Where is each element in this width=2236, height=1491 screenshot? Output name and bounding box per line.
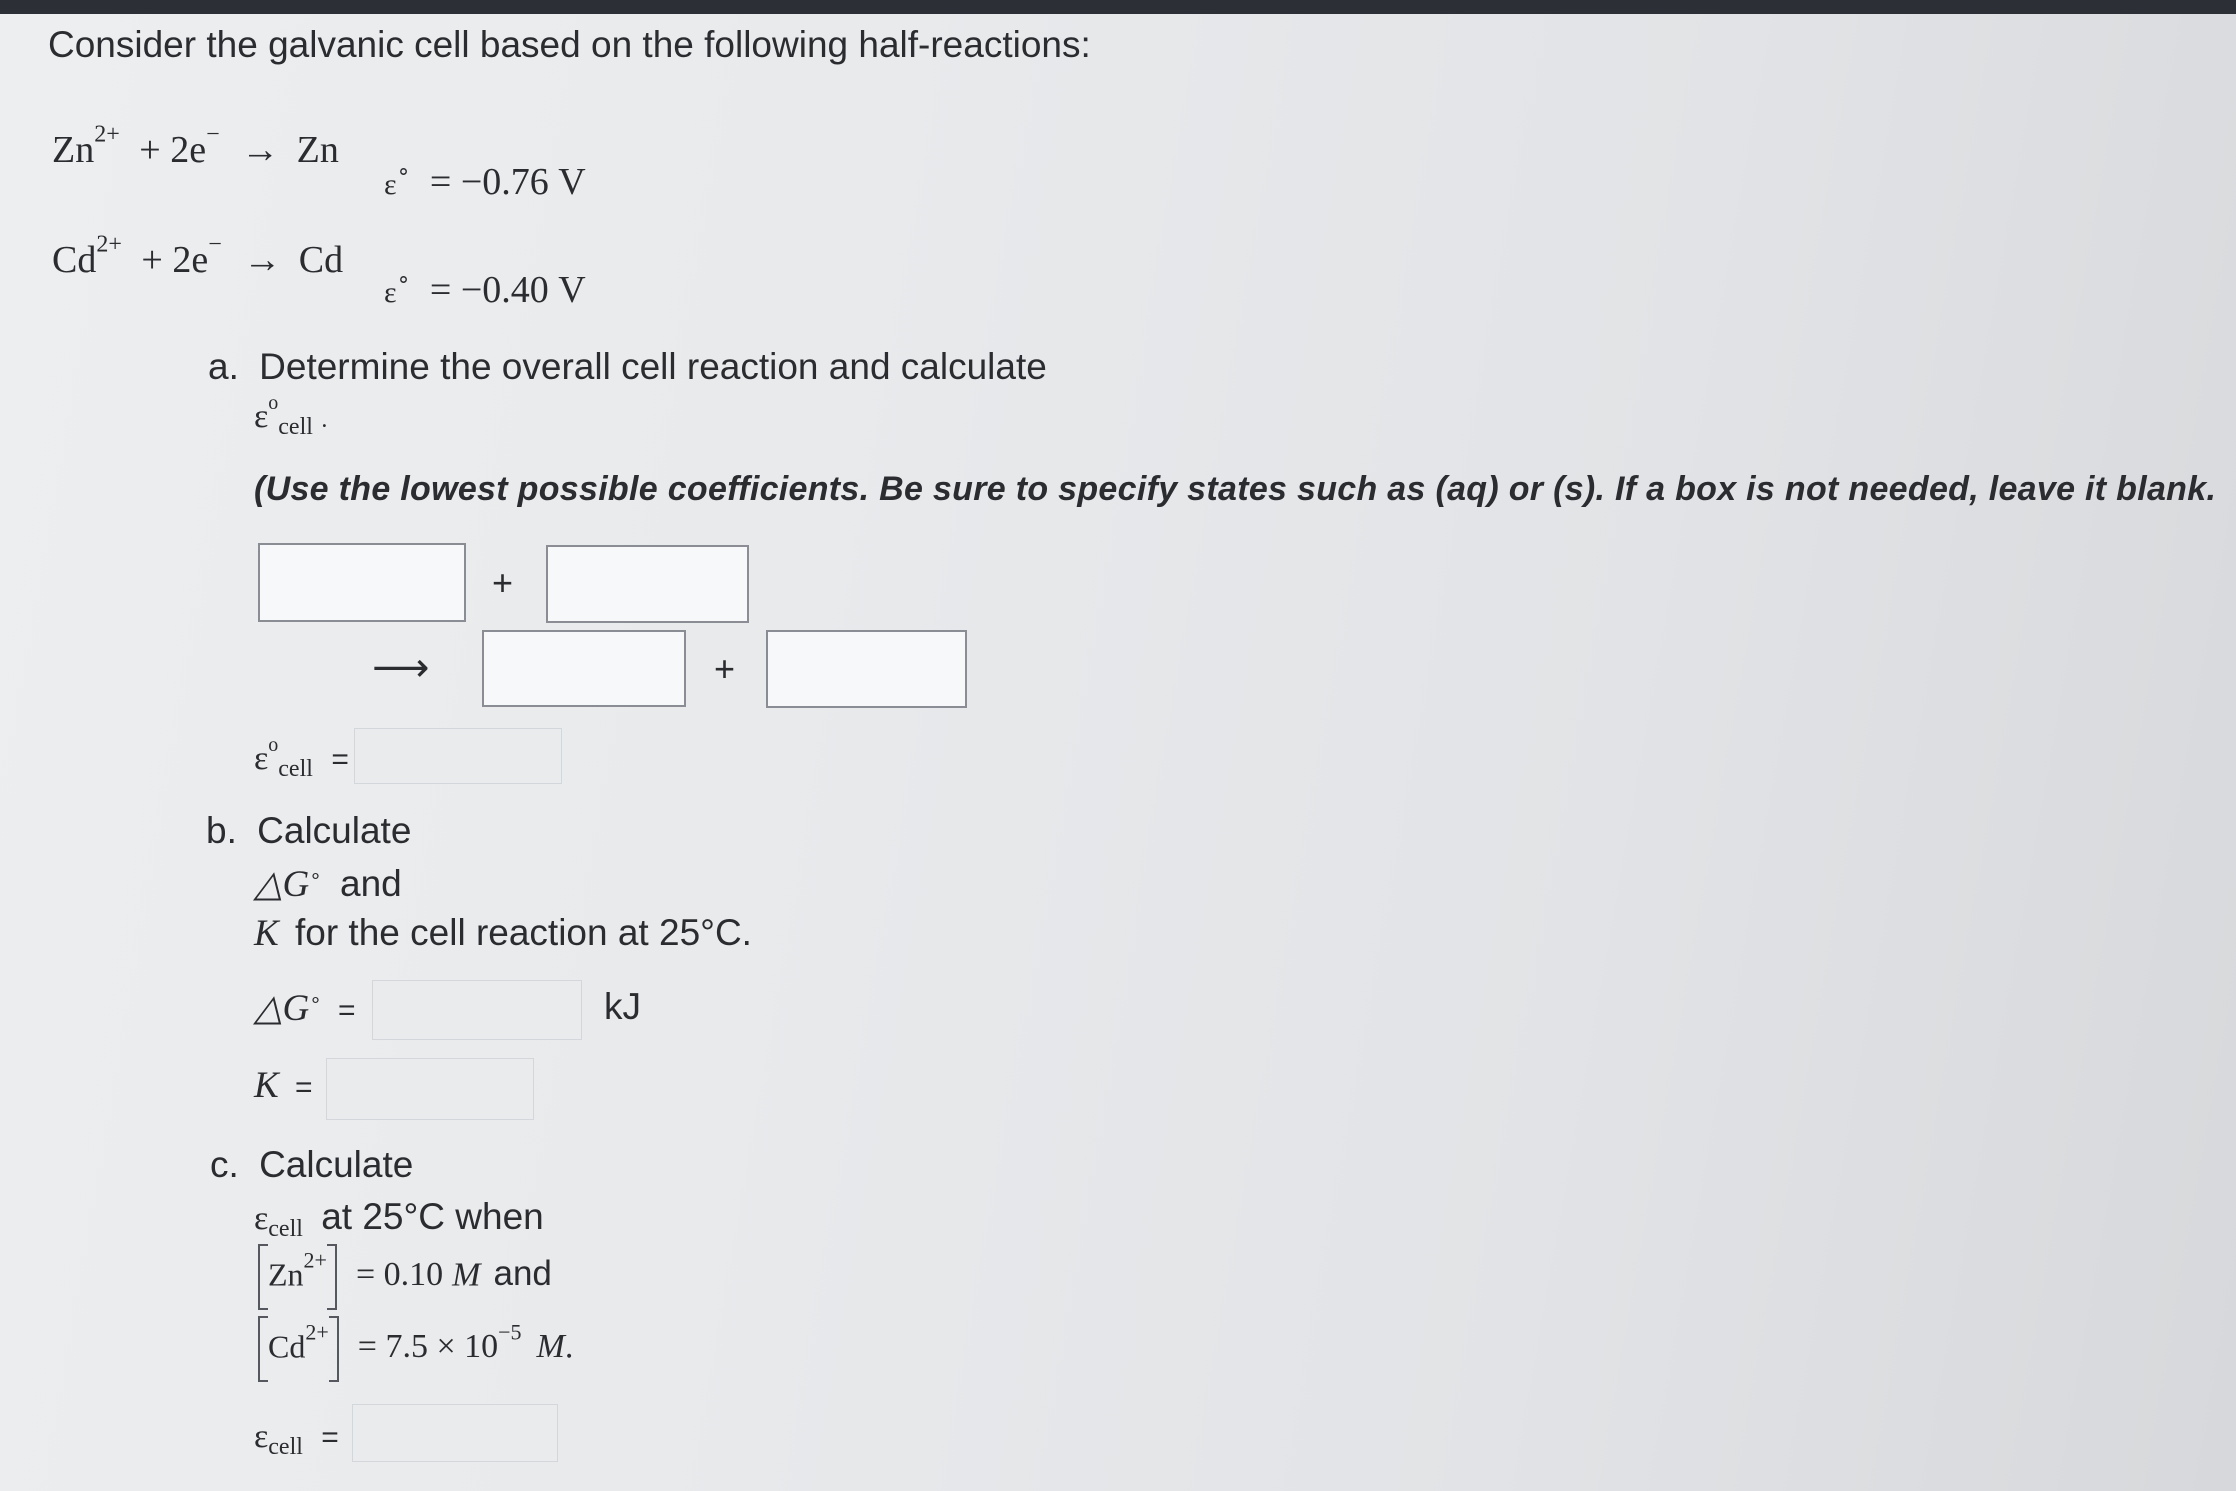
cd-product: Cd bbox=[298, 239, 344, 281]
part-b-dg-degree: ∘ bbox=[309, 865, 322, 888]
zn-concentration bbox=[258, 1244, 552, 1310]
ecell-answer-field[interactable] bbox=[352, 1404, 558, 1462]
reaction-arrow: ⟶ bbox=[372, 645, 430, 691]
part-c-eps-sub: cell bbox=[268, 1216, 303, 1243]
cd-arrow: → bbox=[243, 239, 282, 281]
zn-potential bbox=[384, 160, 586, 204]
cd-potential bbox=[384, 268, 586, 312]
k-answer-field[interactable] bbox=[326, 1058, 534, 1120]
part-a-question bbox=[208, 346, 1047, 388]
zn-ion: Zn bbox=[52, 129, 95, 171]
ecell-equals: = bbox=[321, 1421, 339, 1454]
eps-cell-equals: = bbox=[331, 743, 349, 776]
part-a-label: a. bbox=[208, 346, 239, 387]
eps-cell-label bbox=[254, 734, 349, 783]
part-b-line3-text: for the cell reaction at 25°C. bbox=[294, 912, 752, 953]
zn-product: Zn bbox=[296, 129, 339, 171]
cd-electrons: + 2e bbox=[141, 239, 209, 281]
conc1-value: = 0.10 bbox=[355, 1256, 444, 1294]
dg-degree: ∘ bbox=[309, 989, 322, 1012]
zn-potential-value: = −0.76 V bbox=[429, 161, 586, 203]
zn-charge: 2+ bbox=[94, 121, 120, 148]
part-c-line2-text: at 25°C when bbox=[321, 1196, 544, 1237]
zn-electron-sign: − bbox=[206, 121, 220, 148]
cd-eps-symbol: ε bbox=[384, 276, 397, 309]
k-symbol: K bbox=[254, 1065, 279, 1106]
part-b-and: and bbox=[340, 863, 402, 904]
part-a-eps-sup: o bbox=[268, 392, 279, 414]
k-label bbox=[254, 1064, 313, 1107]
product-box-2[interactable] bbox=[766, 630, 967, 708]
ecell-label bbox=[254, 1414, 339, 1461]
k-equals: = bbox=[294, 1071, 313, 1104]
part-b-question bbox=[206, 810, 411, 852]
half-reaction-cd bbox=[52, 231, 344, 282]
conc2-unit: M bbox=[536, 1328, 565, 1366]
part-b-line2 bbox=[254, 862, 402, 906]
zn-eps-symbol: ε bbox=[384, 168, 397, 201]
dg-label bbox=[254, 986, 356, 1030]
instruction-text: (Use the lowest possible coefficients. Be sure to specify states such as (aq) or (s). If a box is not needed, leave it blank. bbox=[254, 470, 2217, 508]
cd-ion: Cd bbox=[52, 239, 97, 281]
part-c-question bbox=[210, 1144, 413, 1186]
conc2-exp: −5 bbox=[498, 1319, 522, 1345]
part-b-k-symbol: K bbox=[254, 913, 279, 954]
reactant-plus: + bbox=[492, 562, 514, 603]
reactant-box-1[interactable] bbox=[258, 543, 466, 622]
conc1-charge: 2+ bbox=[303, 1247, 327, 1273]
conc1-unit: M bbox=[452, 1256, 481, 1294]
part-c-label: c. bbox=[210, 1144, 239, 1185]
conc1-ion: Zn bbox=[268, 1256, 304, 1293]
conc2-ion: Cd bbox=[268, 1328, 306, 1365]
part-a-dot: . bbox=[321, 407, 328, 433]
cd-concentration bbox=[258, 1316, 573, 1382]
part-c-line2 bbox=[254, 1196, 544, 1243]
ecell-eps-sub: cell bbox=[268, 1434, 303, 1461]
question-intro: Consider the galvanic cell based on the following half-reactions: bbox=[48, 24, 1091, 65]
cd-eps-degree: ∘ bbox=[396, 266, 411, 292]
part-c-eps-symbol: ε bbox=[254, 1200, 269, 1237]
part-b-label: b. bbox=[206, 810, 237, 851]
cd-potential-value: = −0.40 V bbox=[429, 269, 586, 311]
cd-electron-sign: − bbox=[208, 231, 222, 258]
product-plus: + bbox=[714, 648, 736, 689]
ecell-eps-symbol: ε bbox=[254, 1418, 269, 1455]
part-a-eps-cell bbox=[254, 392, 328, 441]
part-c-line1: Calculate bbox=[259, 1144, 414, 1185]
cd-charge: 2+ bbox=[96, 231, 122, 258]
part-a-text: Determine the overall cell reaction and calculate bbox=[259, 346, 1047, 387]
conc2-dot: . bbox=[564, 1328, 574, 1366]
conc1-and: and bbox=[493, 1254, 552, 1294]
part-a-eps-symbol: ε bbox=[254, 398, 269, 435]
zn-arrow: → bbox=[241, 129, 280, 171]
conc2-charge: 2+ bbox=[305, 1319, 329, 1345]
half-reaction-zn bbox=[52, 121, 339, 172]
eps-cell-answer-field[interactable] bbox=[354, 728, 562, 784]
eps-cell-symbol: ε bbox=[254, 740, 269, 777]
eps-cell-sup: o bbox=[268, 734, 279, 756]
dg-equals: = bbox=[338, 994, 356, 1027]
dg-symbol: △G bbox=[254, 988, 310, 1029]
delta-g-answer-field[interactable] bbox=[372, 980, 582, 1040]
zn-eps-degree: ∘ bbox=[396, 158, 411, 184]
eps-cell-sub: cell bbox=[278, 756, 313, 783]
dg-unit: kJ bbox=[604, 986, 641, 1027]
product-box-1[interactable] bbox=[482, 630, 686, 707]
reactant-box-2[interactable] bbox=[546, 545, 749, 623]
conc2-value: = 7.5 × 10 bbox=[357, 1328, 499, 1366]
top-bar bbox=[0, 0, 2236, 14]
part-a-eps-sub: cell bbox=[278, 414, 313, 441]
part-b-line1: Calculate bbox=[257, 810, 412, 851]
part-b-dg-symbol: △G bbox=[254, 864, 310, 905]
zn-electrons: + 2e bbox=[139, 129, 207, 171]
part-b-line3 bbox=[254, 912, 752, 955]
